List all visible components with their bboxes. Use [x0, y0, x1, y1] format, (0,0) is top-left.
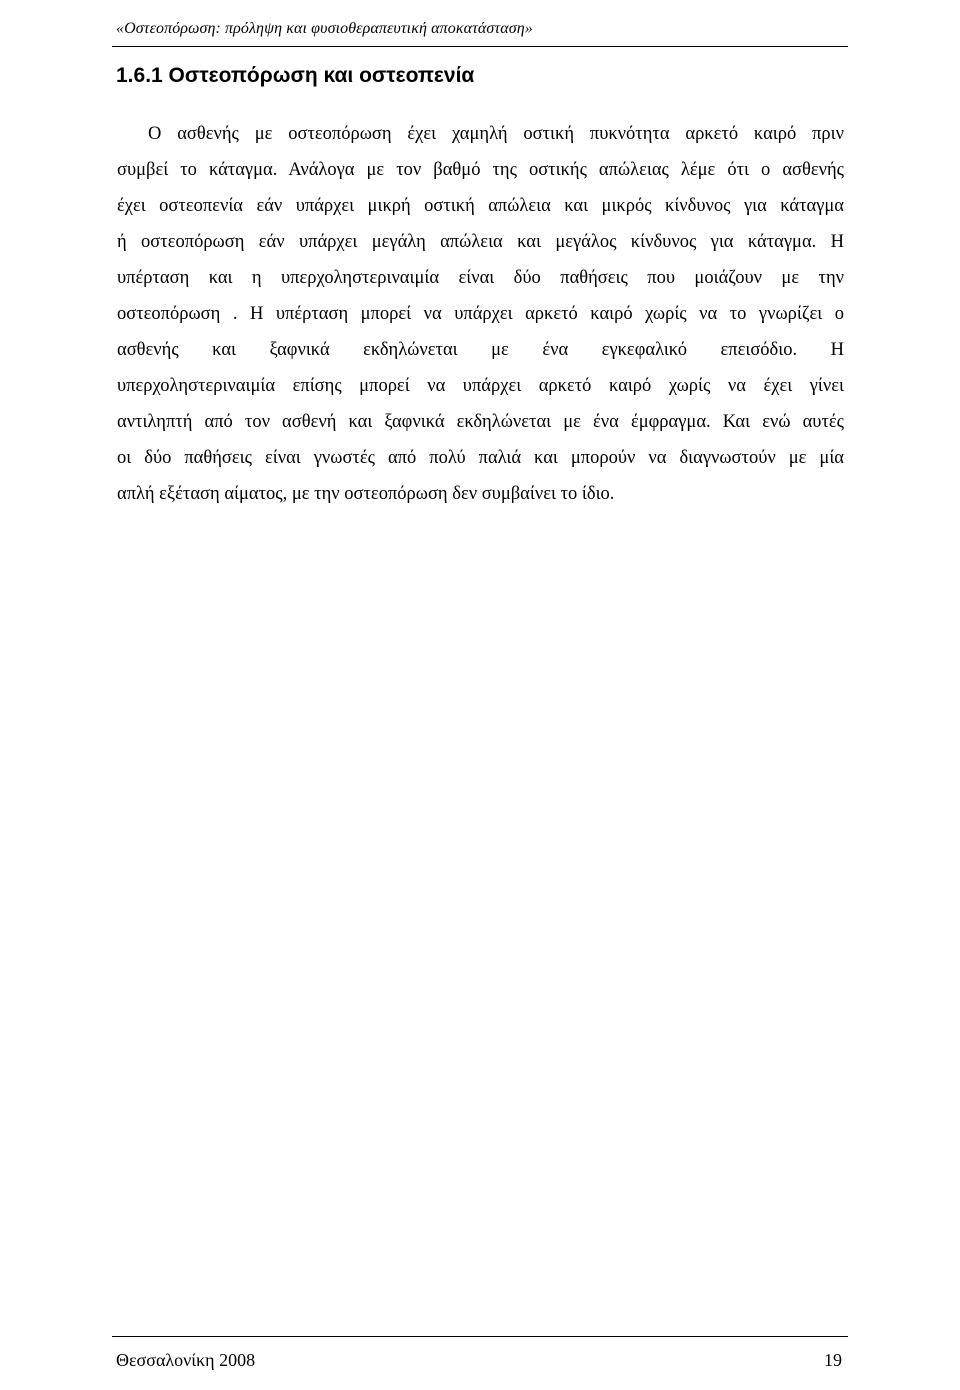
- paragraph-line: Ο ασθενής με οστεοπόρωση έχει χαμηλή οστική πυκνότητα αρκετό καιρό πριν: [148, 124, 844, 144]
- running-header: «Οστεοπόρωση: πρόληψη και φυσιοθεραπευτική αποκατάσταση»: [116, 20, 533, 37]
- paragraph-line: ασθενής και ξαφνικά εκδηλώνεται με ένα εγκεφαλικό επεισόδιο. Η: [117, 340, 844, 360]
- paragraph-line: οι δύο παθήσεις είναι γνωστές από πολύ παλιά και μπορούν να διαγνωστούν με μία: [117, 448, 844, 468]
- footer-location-year: Θεσσαλονίκη 2008: [116, 1350, 256, 1370]
- paragraph-line: συμβεί το κάταγμα. Ανάλογα με τον βαθμό της οστικής απώλειας λέμε ότι ο ασθενής: [117, 160, 844, 180]
- page-number: 19: [824, 1350, 842, 1370]
- section-heading: 1.6.1 Οστεοπόρωση και οστεοπενία: [116, 64, 475, 87]
- paragraph-line: υπέρταση και η υπερχοληστεριναιμία είναι δύο παθήσεις που μοιάζουν με την: [117, 268, 844, 288]
- footer-divider: [112, 1336, 848, 1337]
- paragraph-line: οστεοπόρωση . Η υπέρταση μπορεί να υπάρχει αρκετό καιρό χωρίς να το γνωρίζει ο: [117, 304, 844, 324]
- header-divider: [112, 46, 848, 47]
- paragraph-line: υπερχοληστεριναιμία επίσης μπορεί να υπάρχει αρκετό καιρό χωρίς να έχει γίνει: [117, 376, 844, 396]
- paragraph-line: έχει οστεοπενία εάν υπάρχει μικρή οστική απώλεια και μικρός κίνδυνος για κάταγμα: [117, 196, 844, 216]
- paragraph-line: αντιληπτή από τον ασθενή και ξαφνικά εκδηλώνεται με ένα έμφραγμα. Και ενώ αυτές: [117, 412, 844, 432]
- paragraph-line: απλή εξέταση αίματος, με την οστεοπόρωση δεν συμβαίνει το ίδιο.: [117, 484, 615, 504]
- paragraph-line: ή οστεοπόρωση εάν υπάρχει μεγάλη απώλεια και μεγάλος κίνδυνος για κάταγμα. Η: [117, 232, 844, 252]
